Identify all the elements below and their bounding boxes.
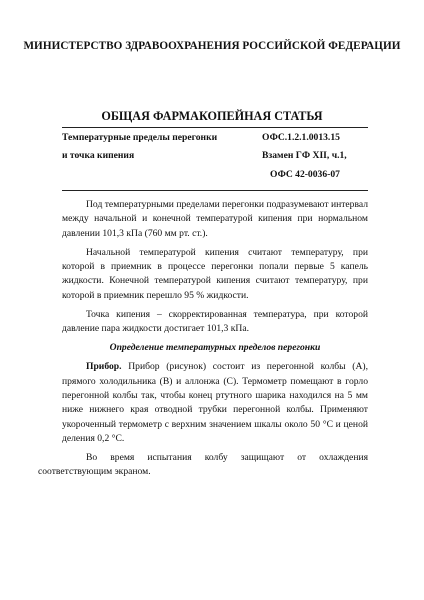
monograph-title-line2: и точка кипения — [62, 150, 135, 161]
paragraph-initial-final-boiling: Начальной температурой кипения считают температуру, при которой в приемник в процессе перегонки попали первые 5 капель жидкости. Конечной температурой кипения считают температуру, при которой в приемник перешло 95 % жидкости. — [62, 246, 368, 301]
replaces-code: ОФС 42-0036-07 — [270, 169, 340, 180]
article-type-title: ОБЩАЯ ФАРМАКОПЕЙНАЯ СТАТЬЯ — [101, 109, 323, 123]
paragraph-boiling-point: Точка кипения – скорректированная температура, при которой давление пара жидкости достигает 101,3 кПа. — [62, 308, 368, 334]
monograph-code: ОФС.1.2.1.0013.15 — [262, 132, 340, 143]
ministry-heading: МИНИСТЕРСТВО ЗДРАВООХРАНЕНИЯ РОССИЙСКОЙ ФЕДЕРАЦИИ — [23, 40, 401, 52]
screen-text-line1: Во время испытания колбу защищают от охлаждения — [86, 451, 368, 463]
header-rule-bottom — [62, 190, 368, 191]
monograph-title-line1: Температурные пределы перегонки — [62, 132, 218, 143]
article-body — [38, 198, 368, 480]
paragraph-definition: Под температурными пределами перегонки подразумевают интервал между начальной и конечной температурой кипения при нормальном давлении 101,3 кПа (760 мм рт. ст.). — [62, 199, 368, 239]
paragraph-screen — [38, 451, 368, 480]
paragraph-apparatus — [62, 360, 368, 446]
section-heading: Определение температурных пределов перегонки — [109, 342, 321, 354]
header-rule-top — [62, 127, 368, 128]
screen-text-line2: соответствующим экраном. — [38, 466, 151, 478]
apparatus-lead-word: Прибор. — [86, 361, 122, 373]
apparatus-text: Прибор (рисунок) состоит из перегонной колбы (А), прямого холодильника (В) и аллонжа (С). Термометр помещают в горло перегонной колбы так, чтобы конец ртутного шарика находился на 5 мм ниже нижнего края отводной трубки перегонной колбы. Применяют укороченный термометр с верхним значением шкалы около 50 °C и ценой деления 0,2 °C. — [62, 361, 368, 444]
replaces-label: Взамен ГФ XII, ч.1, — [262, 150, 347, 161]
